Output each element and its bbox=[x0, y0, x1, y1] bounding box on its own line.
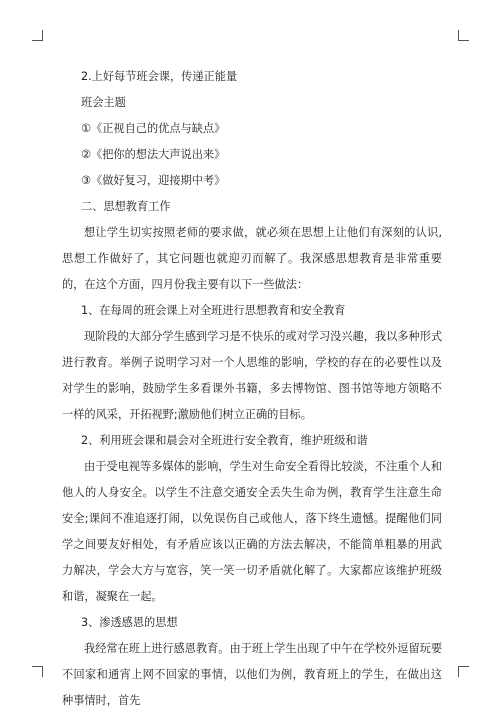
section-heading-ideology: 二、思想教育工作 bbox=[81, 200, 171, 213]
topic-item-1: ①《正视自己的优点与缺点》 bbox=[81, 122, 226, 135]
meeting-topics-label: 班会主题 bbox=[81, 96, 126, 109]
paragraph-gratitude: 我经常在班上进行感恩教育。由于班上学生出现了中午在学校外逗留玩要不回家和通宵上网不回家的事情，以他们为例，教育班上的学生，在做出这种事情时，首先 bbox=[62, 642, 443, 707]
document-body bbox=[62, 64, 442, 714]
topic-item-3: ③《做好复习，迎接期中考》 bbox=[81, 174, 226, 187]
subheading-safety-education: 2、利用班会课和晨会对全班进行安全教育，维护班级和谐 bbox=[81, 434, 368, 447]
crop-mark-bottom-right bbox=[458, 666, 469, 677]
paragraph-safety: 由于受电视等多媒体的影响，学生对生命安全看得比较淡，不注重个人和他人的人身安全。以学生不注意交通安全丢失生命为例，教育学生注意生命安全;课间不准追逐打闹，以免误伤自己或他人，落下终生遗憾。提醒他们同学之间要友好相处，有矛盾应该以正确的方法去解决，不能简单粗暴的用武力解决，学会大方与宽容，笑一笑一切矛盾就化解了。大家都应该维护班级和谐，凝聚在一起。 bbox=[62, 460, 443, 603]
section-heading-class-meeting: 2.上好每节班会课，传递正能量 bbox=[81, 70, 238, 83]
subheading-gratitude: 3、渗透感恩的思想 bbox=[81, 616, 178, 629]
crop-mark-top-right bbox=[458, 30, 469, 41]
topic-item-2: ②《把你的想法大声说出来》 bbox=[81, 148, 226, 161]
crop-mark-top-left bbox=[32, 30, 43, 41]
crop-mark-bottom-left bbox=[32, 666, 43, 677]
subheading-weekly-meeting: 1、在每周的班会课上对全班进行思想教育和安全教育 bbox=[81, 304, 346, 317]
paragraph-ideology-intro: 想让学生切实按照老师的要求做，就必须在思想上让他们有深刻的认识,思想工作做好了，其它问题也就迎刃而解了。我深感思想教育是非常重要的，在这个方面，四月份我主要有以下一些做法： bbox=[62, 226, 442, 291]
paragraph-learning-interest: 现阶段的大部分学生感到学习是不快乐的或对学习没兴趣，我以多种形式进行教育。举例子说明学习对一个人思维的影响，学校的存在的必要性以及对学生的影响，鼓励学生多看课外书籍，多去博物馆、图书馆等地方领略不一样的风采，开拓视野;激励他们树立正确的目标。 bbox=[62, 330, 443, 421]
